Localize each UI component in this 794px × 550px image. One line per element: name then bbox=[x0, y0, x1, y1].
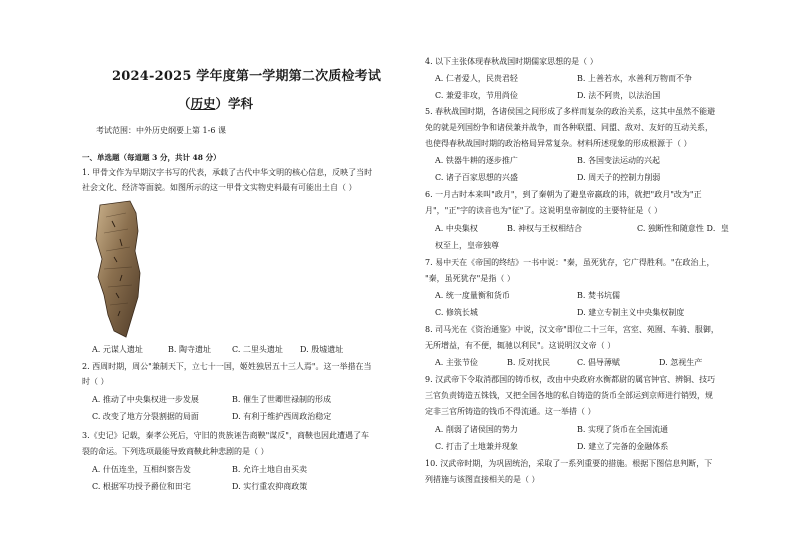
q5-option-a: A. 铁器牛耕的逐步推广 bbox=[435, 156, 518, 165]
q6-option-c: C. 独断性和随意性 D．皇 bbox=[637, 224, 729, 233]
q7-option-a: A. 统一度量衡和货币 bbox=[435, 291, 510, 300]
q9-option-a: A. 削弱了诸侯国的势力 bbox=[435, 425, 518, 434]
q3-option-a: A. 什伍连坐，互相纠察告发 bbox=[92, 465, 191, 474]
q3-option-b: B. 允许土地自由买卖 bbox=[232, 465, 307, 474]
q8-option-c: C. 倡导薄赋 bbox=[577, 358, 620, 367]
q6-line-2: 月"，"正"字的读音也为"征"了。这说明皇帝制度的主要特征是（ ） bbox=[425, 206, 662, 215]
q10-line-1: 10. 汉武帝时期，为巩固统治，采取了一系列重要的措施。根据下图信息判断，下 bbox=[425, 459, 713, 468]
q5-option-b: B. 各国变法运动的兴起 bbox=[577, 156, 660, 165]
exam-subject bbox=[178, 96, 254, 111]
q2-option-b: B. 催生了世卿世禄制的形成 bbox=[232, 395, 331, 404]
q9-line-3: 定非三官所铸造的钱币不得流通。这一举措（ ） bbox=[425, 407, 596, 416]
q2-line-1: 2. 西周时期，周公"兼制天下，立七十一国，姬姓独居五十三人焉"。这一举措在当 bbox=[82, 362, 372, 371]
q7-line-1: 7. 易中天在《帝国的终结》一书中说："秦，虽死犹存，它广得胜利。"在政治上， bbox=[425, 258, 715, 267]
q2-option-d: D. 有利于维护西周政治稳定 bbox=[232, 412, 332, 421]
q5-option-d: D. 周天子的控制力削弱 bbox=[577, 173, 661, 182]
q6-option-a: A. 中央集权 bbox=[435, 224, 478, 233]
q7-option-b: B. 焚书坑儒 bbox=[577, 291, 620, 300]
q4-option-c: C. 兼爱非攻，节用尚俭 bbox=[435, 91, 518, 100]
q5-line-3: 也使得春秋战国时期的政治格局异常复杂。材料所述现象的形成根源于（ ） bbox=[425, 139, 692, 148]
subject-name: 历史 bbox=[190, 96, 216, 111]
q7-line-2: "秦，虽死犹存"是指（ ） bbox=[425, 274, 515, 283]
q1-option-a: A. 元谋人遗址 bbox=[92, 345, 143, 354]
q1-option-c: C. 二里头遗址 bbox=[232, 345, 283, 354]
q9-line-2: 三官负责铸造五铢钱，又把全国各地的私自铸造的货币全部运到京师进行销毁，规 bbox=[425, 391, 713, 400]
q5-line-1: 5. 春秋战国时期，各诸侯国之间形成了多样而复杂的政治关系，这其中虽然不能避 bbox=[425, 107, 716, 116]
q9-option-d: D. 建立了完备的金融体系 bbox=[577, 442, 669, 451]
q3-line-2: 裂的命运。下列选项最能导致商鞅此种悲剧的是（ ） bbox=[82, 447, 269, 456]
q7-option-c: C. 修筑长城 bbox=[435, 308, 478, 317]
subject-close: ）学科 bbox=[215, 96, 254, 111]
q1-line-2: 社会文化、经济等面貌。如图所示的这一甲骨文实物史料最有可能出土自（ ） bbox=[82, 183, 357, 192]
q5-line-2: 免的就是列国纷争和诸侯兼并战争，而各种联盟、同盟、敌对、友好的互动关系， bbox=[425, 123, 713, 132]
q2-option-a: A. 推动了中央集权进一步发展 bbox=[92, 395, 199, 404]
q3-line-1: 3.《史记》记载，秦孝公死后，守旧的贵族诬告商鞅"谋反"，商鞅也因此遭遇了车 bbox=[82, 431, 369, 440]
q4-option-d: D. 法不阿贵，以法治国 bbox=[577, 91, 661, 100]
q9-line-1: 9. 汉武帝下令取消郡国的铸币权，改由中央政府水衡都尉的属官钟官、辨铜、技巧 bbox=[425, 375, 716, 384]
q9-option-c: C. 打击了土地兼并现象 bbox=[435, 442, 518, 451]
q8-option-d: D. 忽视生产 bbox=[659, 358, 703, 367]
q8-option-a: A. 主张节俭 bbox=[435, 358, 478, 367]
oracle-bone-image bbox=[92, 199, 146, 339]
q2-option-c: C. 改变了地方分裂割据的局面 bbox=[92, 412, 199, 421]
q1-option-d: D. 殷墟遗址 bbox=[300, 345, 344, 354]
q3-option-d: D. 实行重农抑商政策 bbox=[232, 482, 308, 491]
q6-option-d-cont: 权至上，皇帝独尊 bbox=[435, 241, 499, 250]
exam-title: 2024-2025 学年度第一学期第二次质检考试 bbox=[112, 69, 382, 84]
q6-option-b: B. 神权与王权相结合 bbox=[507, 224, 582, 233]
oracle-bone-icon bbox=[92, 199, 146, 339]
q4-option-a: A. 仁者爱人，民贵君轻 bbox=[435, 74, 518, 83]
exam-scope: 考试范围：中外历史纲要上第 1-6 课 bbox=[96, 126, 226, 135]
q4-option-b: B. 上善若水，水善利万物而不争 bbox=[577, 74, 692, 83]
section-heading: 一、单选题（每道题 3 分，共计 48 分） bbox=[82, 153, 221, 162]
q1-option-b: B. 陶寺遗址 bbox=[168, 345, 211, 354]
q3-option-c: C. 根据军功授予爵位和田宅 bbox=[92, 482, 191, 491]
q6-line-1: 6. 一月古时本来叫"政月"，到了秦朝为了避皇帝嬴政的讳，就把"政月"改为"正 bbox=[425, 190, 702, 199]
q1-line-1: 1. 甲骨文作为早期汉字书写的代表，承载了古代中华文明的核心信息，反映了当时 bbox=[82, 168, 373, 177]
q8-option-b: B. 反对扰民 bbox=[507, 358, 550, 367]
subject-open: （ bbox=[178, 96, 191, 111]
q4-line-1: 4. 以下主张体现春秋战国时期儒家思想的是（ ） bbox=[425, 57, 598, 66]
q2-line-2: 时（ ） bbox=[82, 377, 109, 386]
q5-option-c: C. 诸子百家思想的兴盛 bbox=[435, 173, 518, 182]
q10-line-2: 列措施与该图直接相关的是（ ） bbox=[425, 475, 540, 484]
q8-line-2: 无所增益，有不便，辄驰以利民"。这说明汉文帝（ ） bbox=[425, 341, 616, 350]
q9-option-b: B. 实现了货币在全国流通 bbox=[577, 425, 668, 434]
q7-option-d: D. 建立专制主义中央集权制度 bbox=[577, 308, 685, 317]
q8-line-1: 8. 司马光在《资治通鉴》中说，汉文帝"即位二十三年，宫室、苑囿、车骑、服御， bbox=[425, 325, 719, 334]
